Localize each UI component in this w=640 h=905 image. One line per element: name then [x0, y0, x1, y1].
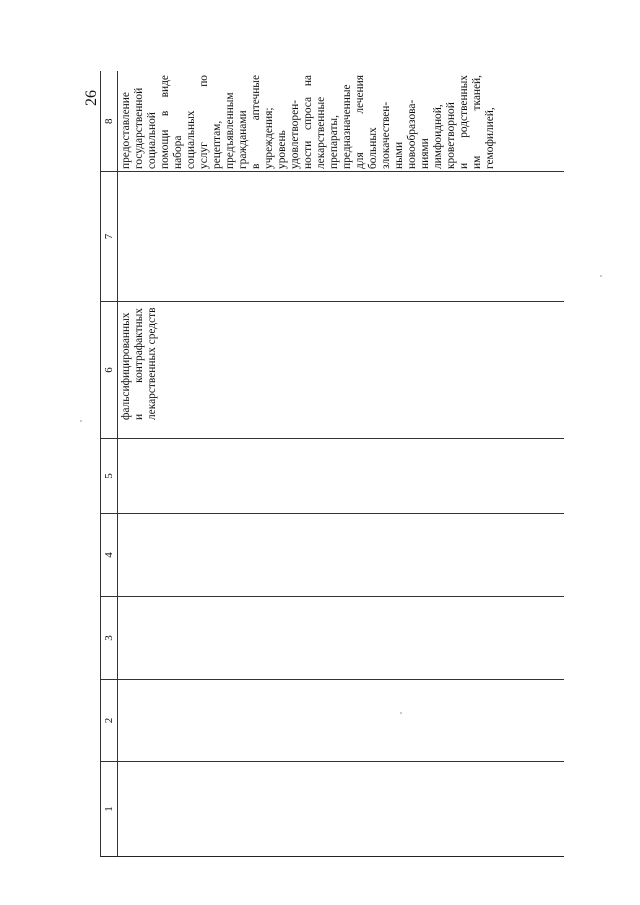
- text-line: помощи в виде: [159, 75, 171, 169]
- document-table: [100, 72, 564, 858]
- text-line: услуг по: [198, 75, 210, 169]
- column-header-7: 7: [101, 172, 118, 302]
- scan-speck: [600, 275, 602, 277]
- column-header-2: 2: [101, 680, 118, 762]
- text-line: кроветворной: [445, 102, 457, 169]
- cell-col-8-text: [120, 75, 497, 169]
- column-header-1: 1: [101, 762, 118, 857]
- text-line: в аптечные: [250, 75, 262, 169]
- text-line: предназначенные: [341, 84, 353, 169]
- text-line: злокачествен-: [380, 101, 392, 169]
- cell-col-8: [118, 72, 565, 172]
- text-line: удовлетворен-: [289, 99, 301, 169]
- text-line: для лечения: [354, 75, 366, 169]
- text-line: ности спроса на: [302, 75, 314, 169]
- text-line: гемофилией,: [484, 107, 496, 169]
- text-line: препараты,: [328, 115, 340, 169]
- text-line: и родственных: [458, 75, 470, 169]
- scan-speck: [400, 712, 402, 714]
- column-header-3: 3: [101, 597, 118, 680]
- header-row: [101, 72, 118, 857]
- column-header-6: 6: [101, 302, 118, 439]
- page-number: 26: [83, 90, 100, 106]
- text-line: уровень: [276, 130, 288, 169]
- text-line: фальсифицированных: [120, 312, 132, 420]
- text-line: ными: [393, 141, 405, 169]
- text-line: ниями: [419, 138, 431, 169]
- text-line: лекарственные: [315, 96, 327, 169]
- text-line: и контрафактных: [133, 308, 145, 420]
- table-row: [118, 72, 565, 857]
- cell-col-4: [118, 514, 565, 597]
- rotated-table-container: [100, 72, 562, 857]
- cell-col-1: [118, 762, 565, 857]
- text-line: новообразова-: [406, 99, 418, 169]
- cell-col-7: [118, 172, 565, 302]
- text-line: лимфоидной,: [432, 104, 444, 169]
- cell-col-5: [118, 439, 565, 514]
- text-line: рецептам,: [211, 120, 223, 169]
- text-line: набора: [172, 135, 184, 169]
- text-line: предъявленным: [224, 92, 236, 169]
- text-line: предоставление: [120, 92, 132, 169]
- text-line: учреждения;: [263, 107, 275, 169]
- cell-col-6-text: [120, 308, 159, 436]
- text-line: больных: [367, 127, 379, 169]
- text-line: им тканей,: [471, 75, 483, 169]
- cell-col-2: [118, 680, 565, 762]
- column-header-4: 4: [101, 514, 118, 597]
- text-line: социальных: [185, 110, 197, 169]
- text-line: лекарственных средств: [146, 307, 158, 420]
- scan-speck: [80, 420, 82, 422]
- column-header-5: 5: [101, 439, 118, 514]
- cell-col-6: [118, 302, 565, 439]
- cell-col-3: [118, 597, 565, 680]
- text-line: социальной: [146, 112, 158, 169]
- text-line: государственной: [133, 87, 145, 169]
- text-line: гражданами: [237, 110, 249, 169]
- column-header-8: 8: [101, 72, 118, 172]
